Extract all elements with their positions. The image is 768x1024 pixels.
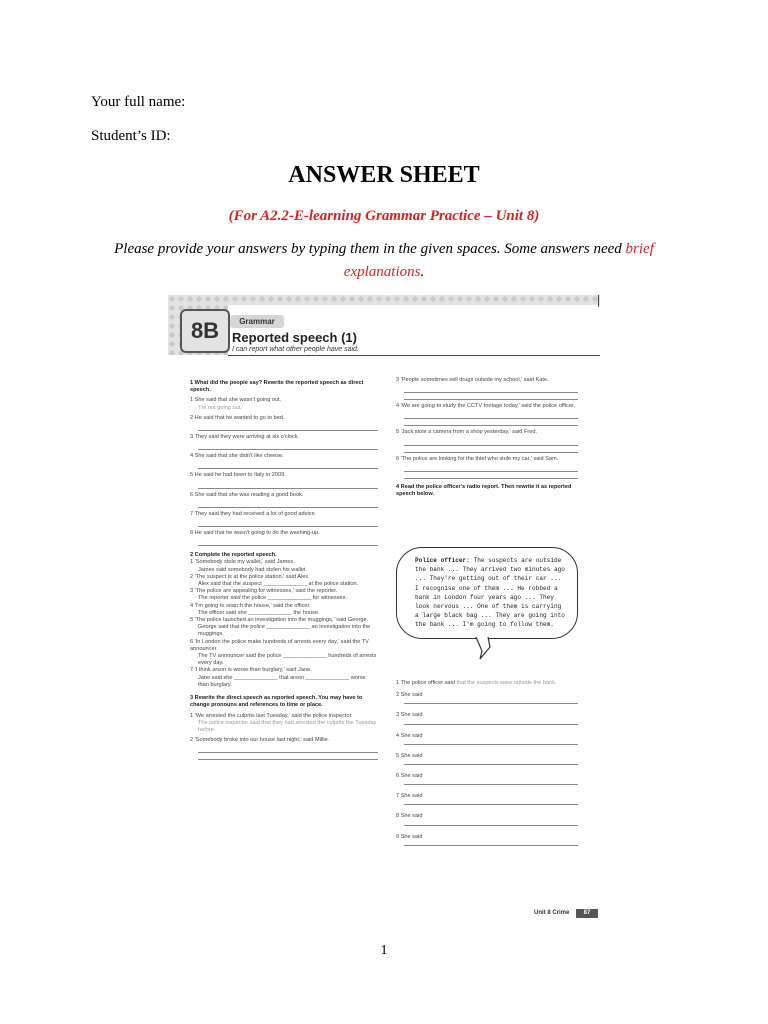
page-title: ANSWER SHEET	[288, 162, 480, 188]
answer-line[interactable]	[198, 539, 378, 546]
ex4-item: 6 She said	[396, 773, 423, 780]
answer-line[interactable]	[404, 386, 578, 393]
bubble-label: Police officer:	[415, 557, 470, 564]
answer-line[interactable]	[404, 439, 578, 446]
ex4-item: 5 She said	[396, 752, 423, 759]
ex2-line: 2 'The suspect is at the police station,' said Alex.	[190, 573, 310, 580]
answer-line[interactable]	[404, 465, 578, 472]
ex2-line: 3 'The police are appealing for witnesses,' said the reporter.	[190, 588, 338, 595]
ex4-item: 4 She said	[396, 732, 423, 739]
answer-line[interactable]	[198, 443, 378, 450]
left-column	[190, 377, 378, 762]
ex1-item: 8 He said that he wasn't going to do the washing-up.	[190, 530, 320, 537]
answer-line[interactable]	[404, 474, 578, 479]
instructions-text: Please provide your answers by typing them in the given spaces. Some answers need	[114, 241, 626, 257]
ex1-item: 5 He said he had been to Italy in 2009.	[190, 472, 286, 479]
page-subtitle: (For A2.2-E-learning Grammar Practice – Unit 8)	[228, 208, 540, 224]
ex3-item: 5 'Jack stole a camera from a shop yesterday,' said Fred.	[396, 429, 538, 436]
ex3-item: 4 'We are going to study the CCTV footage today,' said the police officer.	[396, 403, 576, 410]
speech-tail-icon	[474, 637, 494, 663]
radio-report-bubble	[396, 547, 578, 639]
ex1-item: 6 She said that she was reading a good book.	[190, 491, 304, 498]
ex3-item: 3 'People sometimes sell drugs outside my school,' said Kate.	[396, 377, 549, 383]
ex2-line: Jane said she ______________ that arson ______________ worse than burglary.	[198, 674, 366, 688]
answer-line[interactable]	[198, 746, 378, 753]
answer-line[interactable]	[404, 780, 578, 785]
answer-line[interactable]	[404, 841, 578, 846]
grammar-tab: Grammar	[230, 315, 284, 328]
answer-line[interactable]	[198, 424, 378, 431]
exercise-3-heading: 3 Rewrite the direct speech as reported speech. You may have to change pronouns and references to time or place.	[190, 695, 363, 709]
exercise-4-answers	[396, 680, 578, 848]
ex1-item: 3 They said they were arriving at six o'clock.	[190, 434, 300, 441]
ex1-item: 1 She said that she wasn't going out.	[190, 397, 282, 404]
exercise-4-heading: 4 Read the police officer's radio report. Then rewrite it as reported speech below.	[396, 483, 572, 498]
right-column	[396, 377, 578, 498]
footer-unit: Unit 8 Crime	[534, 910, 570, 916]
answer-line[interactable]	[198, 501, 378, 508]
ex4-first-answer: that the suspects were outside the bank.	[456, 680, 557, 686]
ex3-item: 2 'Somebody broke into our house last night,' said Millie.	[190, 737, 330, 744]
answer-line[interactable]	[198, 482, 378, 489]
ex4-item: 7 She said	[396, 793, 423, 800]
answer-line[interactable]	[198, 462, 378, 469]
answer-line[interactable]	[404, 421, 578, 426]
ex2-line: Alex said that the suspect ______________ at the police station.	[198, 581, 359, 588]
exercise-1-heading: 1 What did the people say? Rewrite the reported speech as direct speech.	[190, 380, 364, 394]
corner-mark	[598, 295, 599, 307]
answer-line[interactable]	[404, 720, 578, 725]
ex2-line: 7 'I think arson is worse than burglary,' said Jane.	[190, 667, 312, 674]
ex4-item: 8 She said	[396, 813, 423, 820]
ex4-item: 2 She said	[396, 692, 423, 699]
answer-line[interactable]	[404, 760, 578, 765]
footer-page-badge: 87	[576, 909, 598, 918]
ex1-example-answer: 'I'm not going out.'	[198, 404, 243, 411]
answer-line[interactable]	[404, 800, 578, 805]
instructions	[100, 238, 668, 284]
ex4-first-line	[396, 680, 578, 687]
ex2-line: 5 'The police launched an investigation into the muggings,' said George.	[190, 617, 369, 624]
ex2-line: The officer said she ______________ the house.	[198, 609, 320, 616]
answer-line[interactable]	[404, 448, 578, 453]
answer-line[interactable]	[404, 821, 578, 826]
answer-line[interactable]	[404, 412, 578, 419]
ex2-line: The reporter said the police ______________ for witnesses.	[198, 595, 347, 602]
answer-line[interactable]	[404, 699, 578, 704]
ex1-item: 7 They said they had received a lot of good advice.	[190, 510, 317, 517]
ex3-item: 1 'We arrested the culprits last Tuesday,' said the police inspector.	[190, 712, 353, 719]
ex2-line: 6 'In London the police make hundreds of arrests every day,' said the TV announcer.	[190, 638, 369, 652]
ex2-line: George said that the police ______________ an investigation into the muggings.	[198, 624, 371, 638]
ex2-line: 1 'Somebody stole my wallet,' said James.	[190, 559, 295, 566]
answer-line[interactable]	[404, 395, 578, 400]
ex2-line: 4 'I'm going to search the house,' said the officer.	[190, 602, 311, 609]
unit-badge: 8B	[180, 309, 230, 353]
answer-line[interactable]	[198, 520, 378, 527]
full-name-label: Your full name:	[91, 94, 186, 110]
exercise-2-heading: 2 Complete the reported speech.	[190, 552, 277, 559]
ex1-item: 2 He said that he wanted to go to bed.	[190, 414, 285, 421]
ex4-first-prompt: 1 The police officer said	[396, 680, 455, 686]
ex2-line: The TV announcer said the police ______________ hundreds of arrests every day.	[198, 653, 377, 667]
worksheet-subtitle: I can report what other people have said.	[232, 346, 359, 353]
answer-line[interactable]	[198, 755, 378, 760]
ex2-line: James said somebody had stolen his wallet.	[198, 566, 308, 573]
worksheet	[168, 295, 600, 925]
answer-line[interactable]	[404, 740, 578, 745]
bubble-text: The suspects are outside the bank ... They arrived two minutes ago ... They're getting out of their car ... I recognise one of them ... He robbed a bank in London four years ago ... They look nervous ... One of them is carrying a large black bag ... They are going into the bank ... I'm going to follow them.	[415, 557, 565, 629]
instructions-end: .	[420, 264, 425, 280]
worksheet-title: Reported speech (1)	[232, 330, 357, 345]
page-number: 1	[380, 943, 388, 958]
ex3-item: 6 'The police are looking for the thief who stole my car,' said Sam.	[396, 455, 559, 462]
ex1-item: 4 She said that she didn't like cheese.	[190, 453, 284, 460]
instructions-highlight: brief explanations	[343, 241, 654, 280]
student-id-label: Student’s ID:	[91, 128, 171, 144]
ex4-item: 9 She said	[396, 833, 423, 840]
ex4-item: 3 She said	[396, 712, 423, 719]
ex3-example-answer: The police inspector said that they had arrested the culprits the Tuesday before.	[198, 719, 377, 733]
header-rule	[228, 355, 600, 356]
